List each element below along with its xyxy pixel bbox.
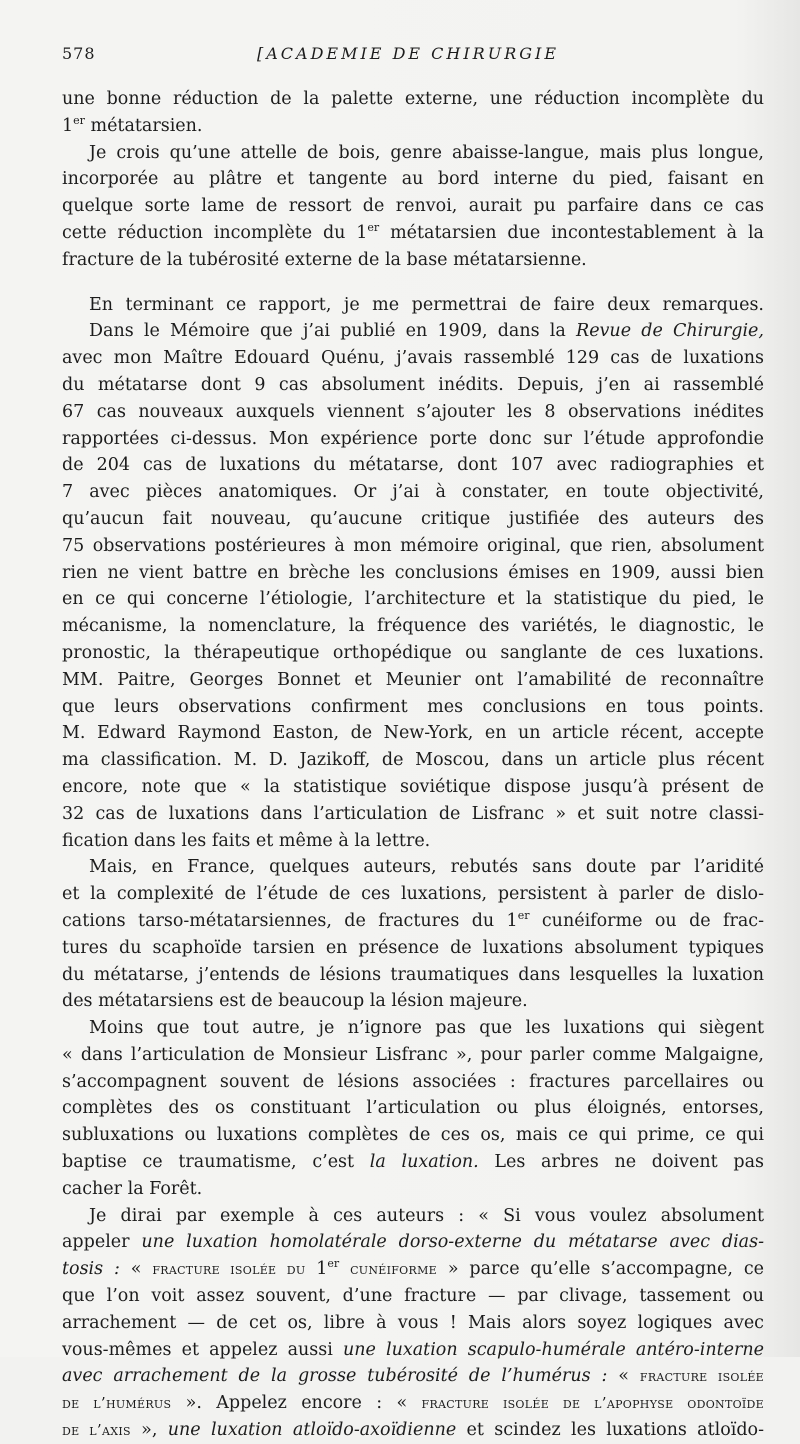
text-line: des métatarsiens est de beaucoup la lésion majeure. bbox=[62, 991, 528, 1012]
text-line: En terminant ce rapport, je me permettrai de faire deux remarques. bbox=[89, 294, 764, 315]
text-line: rapportées ci-dessus. Mon expérience porte donc sur l’étude approfondie bbox=[62, 428, 764, 449]
text-line: ma classification. M. D. Jazikoff, de Moscou, dans un article plus récent bbox=[62, 750, 764, 771]
text-line: une bonne réduction de la palette externe, une réduction incomplète du bbox=[62, 89, 764, 109]
text-line: 75 observations postérieures à mon mémoire original, que rien, absolument bbox=[62, 535, 764, 556]
text-line: cacher la Forêt. bbox=[62, 1178, 203, 1199]
text-line: de l’axis », une luxation atloïdo-axoïdienne et scindez les luxations atloïdo- bbox=[62, 1420, 765, 1441]
text-line: de 204 cas de luxations du métatarse, dont 107 avec radiographies et bbox=[62, 455, 764, 476]
text-line: « dans l’articulation de Monsieur Lisfranc », pour parler comme Malgaigne, bbox=[62, 1044, 764, 1065]
text-line: Je crois qu’une attelle de bois, genre abaisse-langue, mais plus longue, bbox=[89, 142, 764, 163]
text-line: 7 avec pièces anatomiques. Or j’ai à constater, en toute objectivité, bbox=[62, 482, 764, 503]
text-line: fracture de la tubérosité externe de la base métatarsienne. bbox=[62, 249, 587, 270]
text-line: rien ne vient battre en brèche les conclusions émises en 1909, aussi bien bbox=[62, 562, 764, 583]
text-line: cations tarso-métatarsiennes, de fractures du 1er cunéiforme ou de frac- bbox=[62, 909, 764, 931]
text-line: baptise ce traumatisme, c’est la luxation. Les arbres ne doivent pas bbox=[62, 1152, 764, 1173]
text-line: et la complexité de l’étude de ces luxations, persistent à parler de dislo- bbox=[62, 884, 764, 905]
text-line: qu’aucun fait nouveau, qu’aucune critique justifiée des auteurs des bbox=[62, 508, 764, 529]
text-line: 67 cas nouveaux auxquels viennent s’ajouter les 8 observations inédites bbox=[62, 401, 764, 422]
text-line: Dans le Mémoire que j’ai publié en 1909, dans la Revue de Chirurgie, bbox=[89, 321, 764, 342]
text-line: mécanisme, la nomenclature, la fréquence des variétés, le diagnostic, le bbox=[62, 616, 764, 637]
text-line: Moins que tout autre, je n’ignore pas que les luxations qui siègent bbox=[89, 1018, 764, 1039]
body-text bbox=[62, 86, 764, 1444]
text-line: encore, note que « la statistique soviétique dispose jusqu’à présent de bbox=[62, 776, 764, 797]
text-line: que l’on voit assez souvent, d’une fracture — par clivage, tassement ou bbox=[62, 1286, 764, 1307]
text-line: appeler une luxation homolatérale dorso-externe du métatarse avec dias- bbox=[62, 1232, 765, 1253]
text-line: en ce qui concerne l’étiologie, l’architecture et la statistique du pied, le bbox=[62, 589, 764, 610]
text-line: s’accompagnent souvent de lésions associées : fractures parcellaires ou bbox=[62, 1071, 764, 1092]
text-line: 32 cas de luxations dans l’articulation de Lisfranc » et suit notre classi- bbox=[62, 803, 764, 824]
text-line: du métatarse, j’entends de lésions traumatiques dans lesquelles la luxation bbox=[62, 964, 764, 985]
text-line: Je dirai par exemple à ces auteurs : « Si vous voulez absolument bbox=[89, 1205, 764, 1226]
page-number: 578 bbox=[62, 44, 96, 63]
running-title: [ACADEMIE DE CHIRURGIE bbox=[257, 44, 560, 63]
text-line: arrachement — de cet os, libre à vous ! Mais alors soyez logiques avec bbox=[62, 1312, 764, 1333]
text-line: subluxations ou luxations complètes de ces os, mais ce qui prime, ce qui bbox=[62, 1125, 764, 1146]
text-line: Mais, en France, quelques auteurs, rebutés sans doute par l’aridité bbox=[89, 857, 764, 878]
running-header bbox=[62, 44, 762, 68]
text-line: du métatarse dont 9 cas absolument inédits. Depuis, j’en ai rassemblé bbox=[62, 374, 764, 395]
text-line: vous-mêmes et appelez aussi une luxation scapulo-humérale antéro-interne bbox=[62, 1339, 764, 1360]
text-line: que leurs observations confirment mes conclusions en tous points. bbox=[62, 696, 764, 717]
text-line: avec arrachement de la grosse tubérosité de l’humérus : « fracture isolée bbox=[62, 1366, 764, 1387]
text-line: tosis : « fracture isolée du 1er cunéiforme » parce qu’elle s’accompagne, ce bbox=[62, 1257, 764, 1280]
text-line: quelque sorte lame de ressort de renvoi, aurait pu parfaire dans ce cas bbox=[62, 196, 764, 217]
text-line: tures du scaphoïde tarsien en présence de luxations absolument typiques bbox=[62, 937, 764, 958]
text-line: pronostic, la thérapeutique orthopédique ou sanglante de ces luxations. bbox=[62, 642, 764, 663]
text-line: incorporée au plâtre et tangente au bord interne du pied, faisant en bbox=[62, 169, 764, 190]
text-line: cette réduction incomplète du 1er métatarsien due incontestablement à la bbox=[62, 221, 764, 243]
text-line: avec mon Maître Edouard Quénu, j’avais rassemblé 129 cas de luxations bbox=[62, 348, 764, 369]
text-line: M. Edward Raymond Easton, de New-York, en un article récent, accepte bbox=[62, 723, 764, 744]
text-line: complètes des os constituant l’articulation ou plus éloignés, entorses, bbox=[62, 1098, 764, 1119]
text-line: 1er métatarsien. bbox=[62, 113, 203, 136]
text-line: fication dans les faits et même à la lettre. bbox=[62, 830, 431, 851]
text-line: de l’humérus ». Appelez encore : « fracture isolée de l’apophyse odontoïde bbox=[62, 1393, 764, 1414]
text-line: MM. Paitre, Georges Bonnet et Meunier ont l’amabilité de reconnaître bbox=[62, 669, 764, 690]
